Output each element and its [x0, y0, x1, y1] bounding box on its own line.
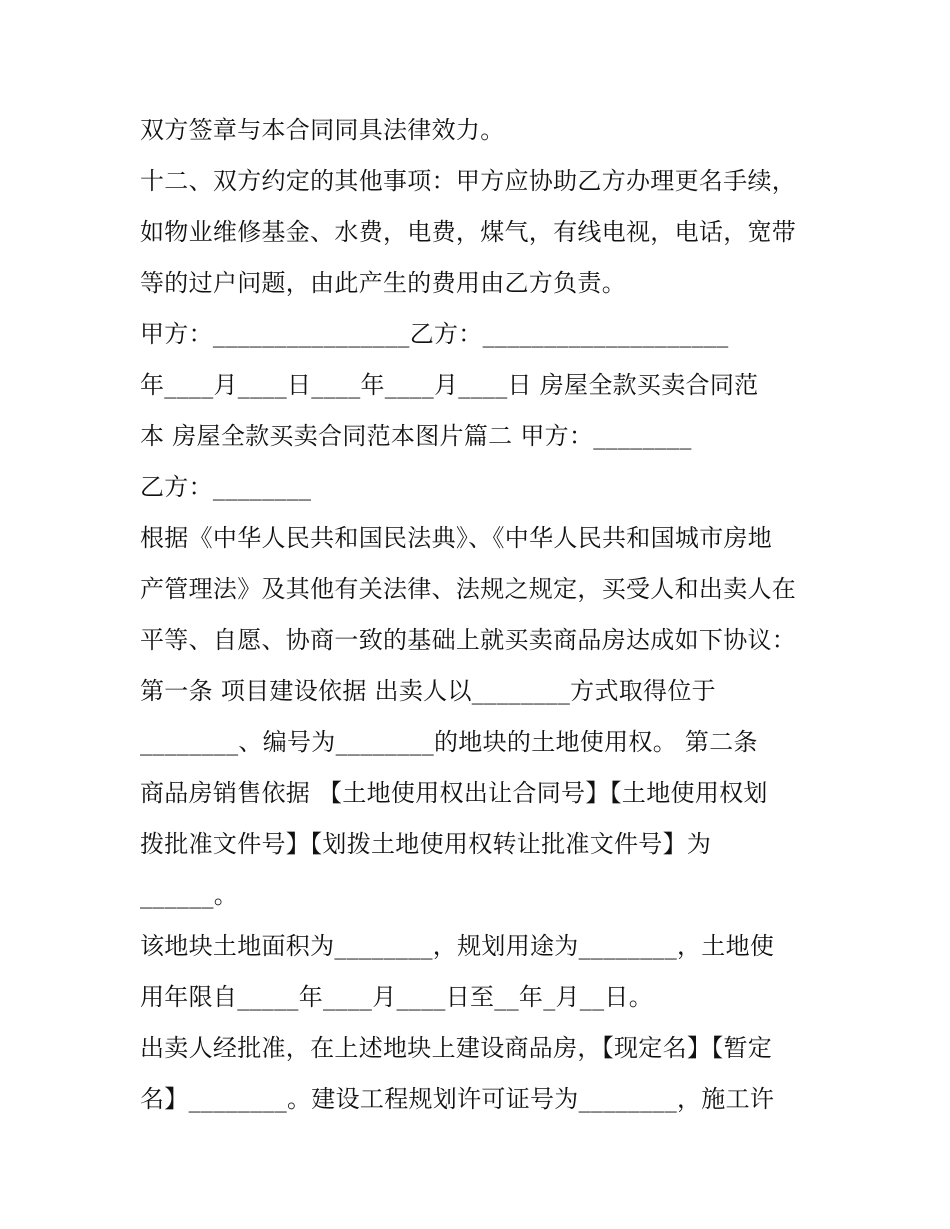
text-line: 甲方：________________乙方：____________________: [140, 320, 729, 348]
text-line: 产管理法》及其他有关法律、法规之规定，买受人和出卖人在: [140, 575, 797, 603]
text-line: 用年限自_____年____月____日至__年_月__日。: [140, 983, 653, 1011]
text-line: 商品房销售依据 【土地使用权出让合同号】【土地使用权划: [140, 779, 768, 807]
contract-text: [140, 108, 820, 1128]
text-line: 双方签章与本合同同具法律效力。: [140, 116, 505, 144]
text-line: 年____月____日____年____月____日 房屋全款买卖合同范: [140, 371, 759, 399]
text-line: 如物业维修基金、水费，电费，煤气，有线电视，电话，宽带: [140, 218, 797, 246]
text-line: 该地块土地面积为________，规划用途为________，土地使: [140, 932, 775, 960]
text-line: 本 房屋全款买卖合同范本图片篇二 甲方：________: [140, 422, 692, 450]
text-line: 十二、双方约定的其他事项：甲方应协助乙方办理更名手续，: [140, 167, 797, 195]
text-line: 名】________。建设工程规划许可证号为________，施工许: [140, 1085, 775, 1113]
text-line: ________、编号为________的地块的土地使用权。 第二条: [140, 728, 758, 756]
text-line: 等的过户问题，由此产生的费用由乙方负责。: [140, 269, 626, 297]
text-line: 平等、自愿、协商一致的基础上就买卖商品房达成如下协议：: [140, 626, 797, 654]
text-line: 乙方：________: [140, 473, 312, 501]
text-line: 出卖人经批准，在上述地块上建设商品房，【现定名】【暂定: [140, 1034, 773, 1062]
text-line: 拨批准文件号】【划拨土地使用权转让批准文件号】为: [140, 830, 712, 858]
text-line: ______。: [140, 881, 239, 909]
text-line: 根据《中华人民共和国民法典》、《中华人民共和国城市房地: [140, 524, 773, 552]
text-line: 第一条 项目建设依据 出卖人以________方式取得位于: [140, 677, 716, 705]
